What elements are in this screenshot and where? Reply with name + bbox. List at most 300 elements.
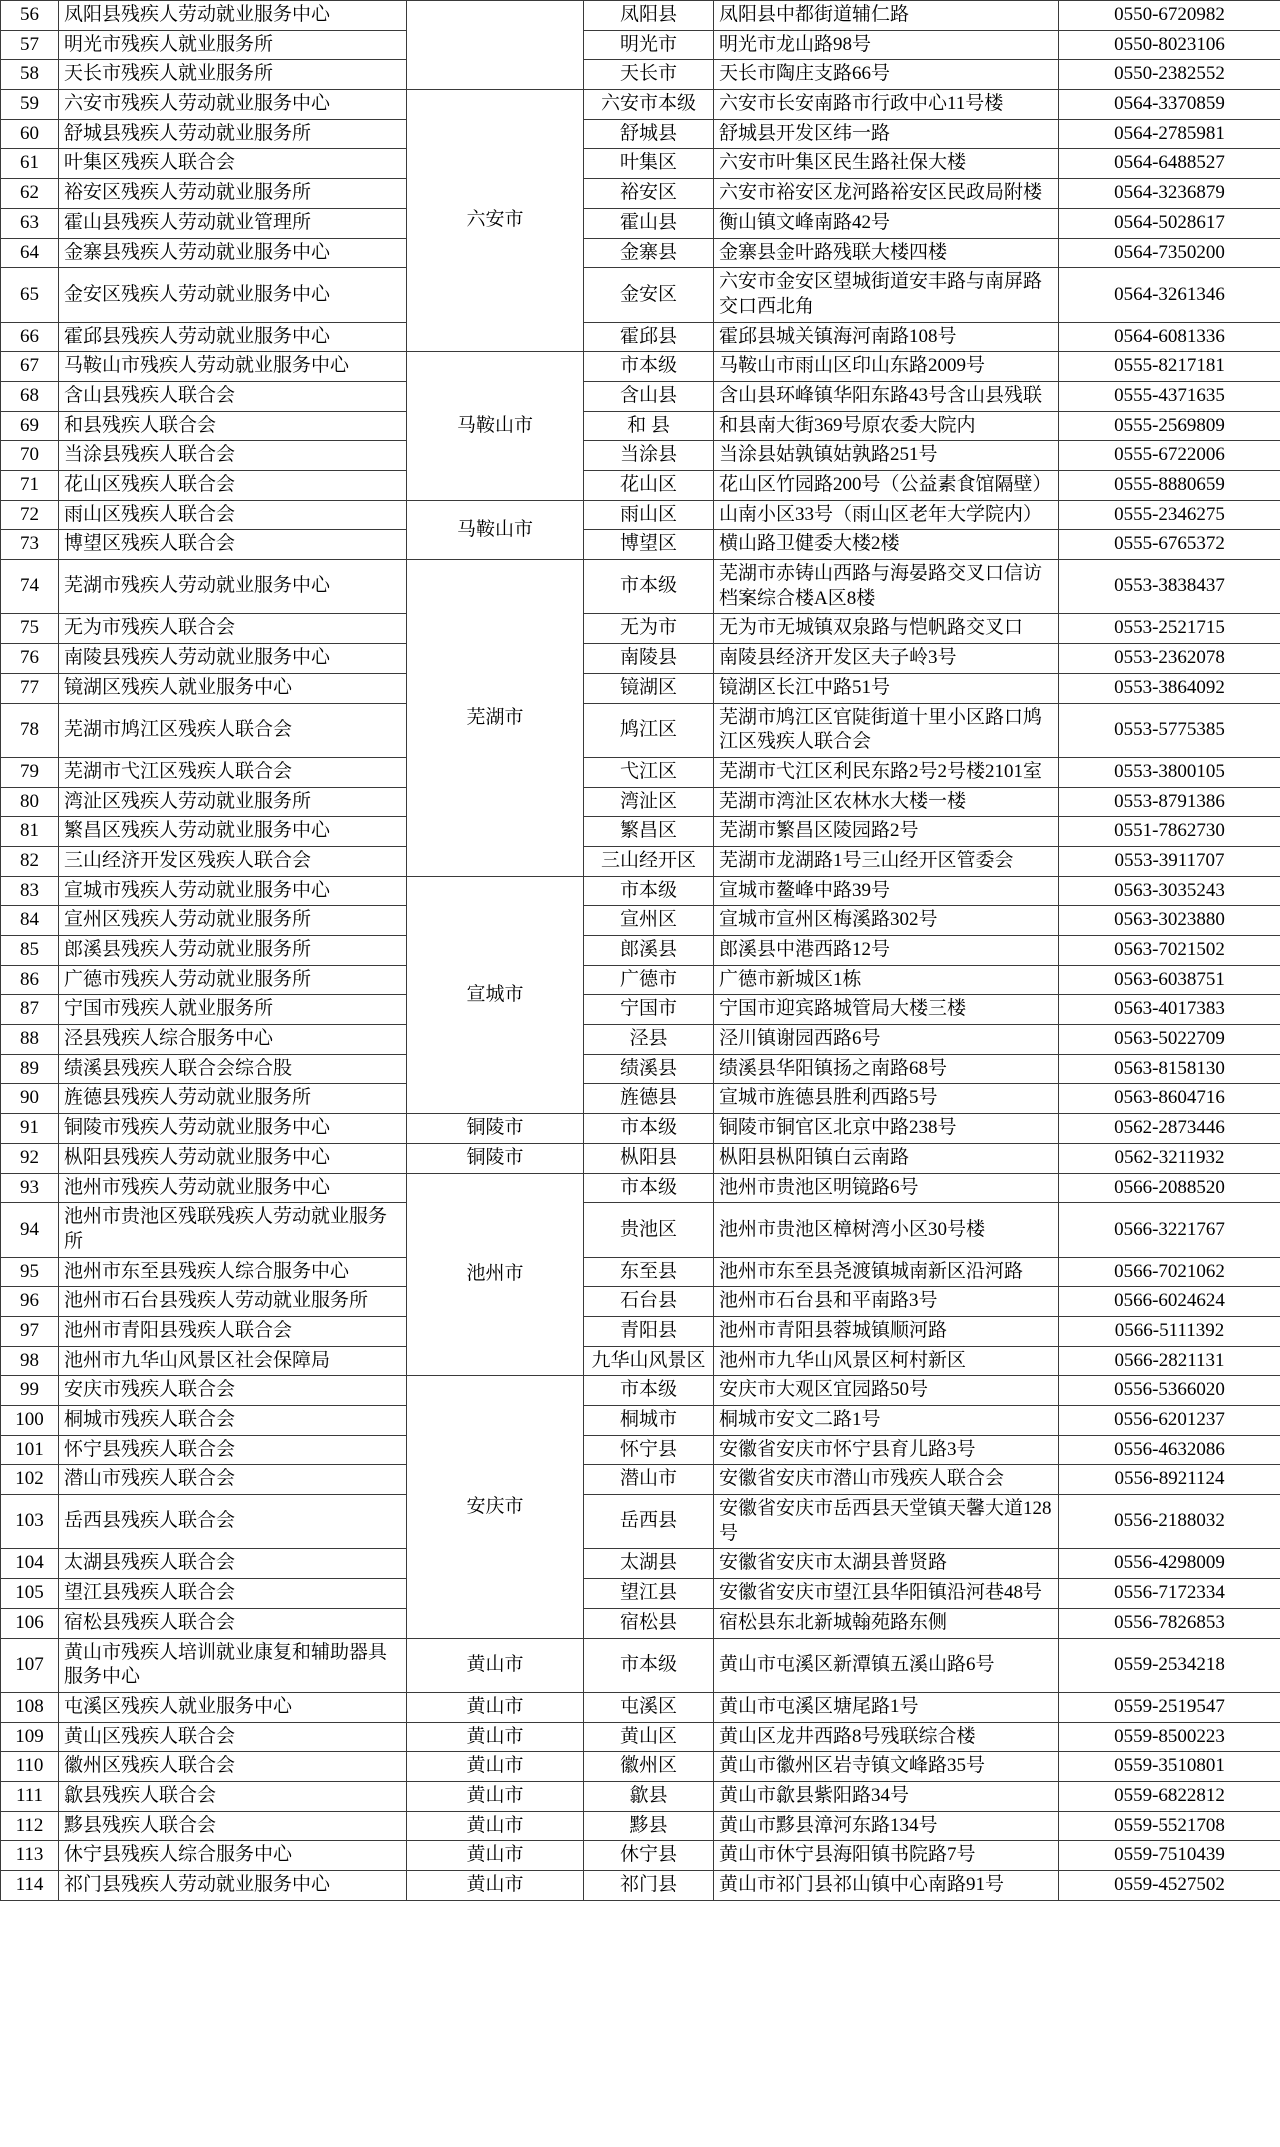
district-cell: 郎溪县 (584, 936, 714, 966)
organization-name-cell: 芜湖市弋江区残疾人联合会 (59, 757, 407, 787)
table-row (1, 1781, 1280, 1811)
address-cell: 含山县环峰镇华阳东路43号含山县残联 (714, 381, 1059, 411)
address-cell: 宿松县东北新城翰苑路东侧 (714, 1608, 1059, 1638)
row-index-cell: 66 (1, 322, 59, 352)
district-cell: 和 县 (584, 411, 714, 441)
address-cell: 泾川镇谢园西路6号 (714, 1025, 1059, 1055)
row-index-cell: 113 (1, 1841, 59, 1871)
address-cell: 六安市裕安区龙河路裕安区民政局附楼 (714, 179, 1059, 209)
table-row (1, 1376, 1280, 1406)
organization-name-cell: 休宁县残疾人综合服务中心 (59, 1841, 407, 1871)
table-row (1, 90, 1280, 120)
table-row (1, 757, 1280, 787)
district-cell: 鸠江区 (584, 703, 714, 757)
table-row (1, 1114, 1280, 1144)
organization-name-cell: 安庆市残疾人联合会 (59, 1376, 407, 1406)
address-cell: 枞阳县枞阳镇白云南路 (714, 1143, 1059, 1173)
address-cell: 郎溪县中港西路12号 (714, 936, 1059, 966)
table-row (1, 846, 1280, 876)
table-row (1, 1025, 1280, 1055)
table-row (1, 1257, 1280, 1287)
row-index-cell: 108 (1, 1692, 59, 1722)
organization-name-cell: 金寨县残疾人劳动就业服务中心 (59, 238, 407, 268)
district-cell: 市本级 (584, 352, 714, 382)
organization-name-cell: 宣州区残疾人劳动就业服务所 (59, 906, 407, 936)
organization-name-cell: 池州市残疾人劳动就业服务中心 (59, 1173, 407, 1203)
telephone-cell: 0563-3035243 (1059, 876, 1280, 906)
district-cell: 宿松县 (584, 1608, 714, 1638)
organization-name-cell: 黟县残疾人联合会 (59, 1811, 407, 1841)
district-cell: 东至县 (584, 1257, 714, 1287)
address-cell: 黄山市祁门县祁山镇中心南路91号 (714, 1871, 1059, 1901)
row-index-cell: 74 (1, 560, 59, 614)
telephone-cell: 0555-8880659 (1059, 471, 1280, 501)
row-index-cell: 91 (1, 1114, 59, 1144)
district-cell: 霍山县 (584, 208, 714, 238)
organization-name-cell: 枞阳县残疾人劳动就业服务中心 (59, 1143, 407, 1173)
organization-name-cell: 徽州区残疾人联合会 (59, 1752, 407, 1782)
telephone-cell: 0559-2519547 (1059, 1692, 1280, 1722)
city-cell: 马鞍山市 (407, 500, 584, 559)
district-cell: 天长市 (584, 60, 714, 90)
address-cell: 芜湖市鸠江区官陡街道十里小区路口鸠江区残疾人联合会 (714, 703, 1059, 757)
address-cell: 当涂县姑孰镇姑孰路251号 (714, 441, 1059, 471)
address-cell: 霍邱县城关镇海河南路108号 (714, 322, 1059, 352)
telephone-cell: 0551-7862730 (1059, 817, 1280, 847)
address-cell: 黄山市歙县紫阳路34号 (714, 1781, 1059, 1811)
address-cell: 宣城市鳌峰中路39号 (714, 876, 1059, 906)
telephone-cell: 0556-4298009 (1059, 1549, 1280, 1579)
table-row (1, 500, 1280, 530)
organization-name-cell: 岳西县残疾人联合会 (59, 1495, 407, 1549)
address-cell: 山南小区33号（雨山区老年大学院内） (714, 500, 1059, 530)
organization-name-cell: 郎溪县残疾人劳动就业服务所 (59, 936, 407, 966)
telephone-cell: 0555-2346275 (1059, 500, 1280, 530)
district-cell: 弋江区 (584, 757, 714, 787)
row-index-cell: 96 (1, 1287, 59, 1317)
district-cell: 花山区 (584, 471, 714, 501)
district-cell: 六安市本级 (584, 90, 714, 120)
district-cell: 宁国市 (584, 995, 714, 1025)
telephone-cell: 0563-8158130 (1059, 1054, 1280, 1084)
table-row (1, 965, 1280, 995)
district-cell: 博望区 (584, 530, 714, 560)
telephone-cell: 0553-3911707 (1059, 846, 1280, 876)
table-row (1, 1084, 1280, 1114)
address-cell: 安庆市大观区宜园路50号 (714, 1376, 1059, 1406)
address-cell: 芜湖市龙湖路1号三山经开区管委会 (714, 846, 1059, 876)
organization-name-cell: 无为市残疾人联合会 (59, 614, 407, 644)
district-cell: 繁昌区 (584, 817, 714, 847)
row-index-cell: 61 (1, 149, 59, 179)
address-cell: 芜湖市赤铸山西路与海晏路交叉口信访档案综合楼A区8楼 (714, 560, 1059, 614)
row-index-cell: 67 (1, 352, 59, 382)
row-index-cell: 56 (1, 1, 59, 31)
organization-name-cell: 繁昌区残疾人劳动就业服务中心 (59, 817, 407, 847)
telephone-cell: 0566-3221767 (1059, 1203, 1280, 1257)
telephone-cell: 0564-3370859 (1059, 90, 1280, 120)
city-cell: 宣城市 (407, 876, 584, 1114)
address-cell: 黄山区龙井西路8号残联综合楼 (714, 1722, 1059, 1752)
organization-name-cell: 霍山县残疾人劳动就业管理所 (59, 208, 407, 238)
telephone-cell: 0553-3864092 (1059, 673, 1280, 703)
telephone-cell: 0563-3023880 (1059, 906, 1280, 936)
district-cell: 桐城市 (584, 1406, 714, 1436)
telephone-cell: 0566-2088520 (1059, 1173, 1280, 1203)
district-cell: 九华山风景区 (584, 1346, 714, 1376)
table-row (1, 1495, 1280, 1549)
telephone-cell: 0555-2569809 (1059, 411, 1280, 441)
organization-name-cell: 霍邱县残疾人劳动就业服务中心 (59, 322, 407, 352)
address-cell: 六安市叶集区民生路社保大楼 (714, 149, 1059, 179)
telephone-cell: 0559-2534218 (1059, 1638, 1280, 1692)
district-cell: 当涂县 (584, 441, 714, 471)
organization-name-cell: 黄山区残疾人联合会 (59, 1722, 407, 1752)
row-index-cell: 70 (1, 441, 59, 471)
telephone-cell: 0559-8500223 (1059, 1722, 1280, 1752)
telephone-cell: 0556-7172334 (1059, 1579, 1280, 1609)
table-row (1, 268, 1280, 322)
row-index-cell: 82 (1, 846, 59, 876)
address-cell: 花山区竹园路200号（公益素食馆隔壁） (714, 471, 1059, 501)
organization-name-cell: 含山县残疾人联合会 (59, 381, 407, 411)
table-row (1, 1608, 1280, 1638)
table-row (1, 614, 1280, 644)
table-row (1, 30, 1280, 60)
telephone-cell: 0555-4371635 (1059, 381, 1280, 411)
district-cell: 裕安区 (584, 179, 714, 209)
row-index-cell: 79 (1, 757, 59, 787)
district-cell: 市本级 (584, 1376, 714, 1406)
district-cell: 含山县 (584, 381, 714, 411)
address-cell: 金寨县金叶路残联大楼四楼 (714, 238, 1059, 268)
city-cell: 安庆市 (407, 1376, 584, 1638)
telephone-cell: 0550-2382552 (1059, 60, 1280, 90)
district-cell: 黟县 (584, 1811, 714, 1841)
telephone-cell: 0550-6720982 (1059, 1, 1280, 31)
table-row (1, 1143, 1280, 1173)
district-cell: 青阳县 (584, 1316, 714, 1346)
district-cell: 凤阳县 (584, 1, 714, 31)
row-index-cell: 75 (1, 614, 59, 644)
telephone-cell: 0566-2821131 (1059, 1346, 1280, 1376)
city-cell: 马鞍山市 (407, 352, 584, 500)
address-cell: 和县南大街369号原农委大院内 (714, 411, 1059, 441)
table-row (1, 179, 1280, 209)
table-row (1, 787, 1280, 817)
address-cell: 衡山镇文峰南路42号 (714, 208, 1059, 238)
address-cell: 黄山市休宁县海阳镇书院路7号 (714, 1841, 1059, 1871)
row-index-cell: 78 (1, 703, 59, 757)
address-cell: 凤阳县中都街道辅仁路 (714, 1, 1059, 31)
table-row (1, 60, 1280, 90)
district-cell: 潜山市 (584, 1465, 714, 1495)
district-cell: 无为市 (584, 614, 714, 644)
district-cell: 雨山区 (584, 500, 714, 530)
table-row (1, 381, 1280, 411)
row-index-cell: 102 (1, 1465, 59, 1495)
row-index-cell: 101 (1, 1435, 59, 1465)
district-cell: 岳西县 (584, 1495, 714, 1549)
table-row (1, 1841, 1280, 1871)
row-index-cell: 104 (1, 1549, 59, 1579)
table-row (1, 1316, 1280, 1346)
row-index-cell: 100 (1, 1406, 59, 1436)
organization-name-cell: 南陵县残疾人劳动就业服务中心 (59, 644, 407, 674)
organization-name-cell: 叶集区残疾人联合会 (59, 149, 407, 179)
organization-name-cell: 太湖县残疾人联合会 (59, 1549, 407, 1579)
organization-name-cell: 凤阳县残疾人劳动就业服务中心 (59, 1, 407, 31)
row-index-cell: 106 (1, 1608, 59, 1638)
row-index-cell: 97 (1, 1316, 59, 1346)
organization-name-cell: 铜陵市残疾人劳动就业服务中心 (59, 1114, 407, 1144)
telephone-cell: 0553-2521715 (1059, 614, 1280, 644)
address-cell: 池州市九华山风景区柯村新区 (714, 1346, 1059, 1376)
district-cell: 市本级 (584, 876, 714, 906)
city-cell: 池州市 (407, 1173, 584, 1376)
organization-name-cell: 三山经济开发区残疾人联合会 (59, 846, 407, 876)
row-index-cell: 107 (1, 1638, 59, 1692)
address-cell: 明光市龙山路98号 (714, 30, 1059, 60)
organization-name-cell: 池州市贵池区残联残疾人劳动就业服务所 (59, 1203, 407, 1257)
table-row (1, 1638, 1280, 1692)
table-row (1, 906, 1280, 936)
table-row (1, 817, 1280, 847)
address-cell: 安徽省安庆市太湖县普贤路 (714, 1549, 1059, 1579)
district-cell: 贵池区 (584, 1203, 714, 1257)
telephone-cell: 0555-6722006 (1059, 441, 1280, 471)
address-cell: 安徽省安庆市怀宁县育儿路3号 (714, 1435, 1059, 1465)
telephone-cell: 0563-8604716 (1059, 1084, 1280, 1114)
telephone-cell: 0556-2188032 (1059, 1495, 1280, 1549)
district-cell: 太湖县 (584, 1549, 714, 1579)
telephone-cell: 0559-3510801 (1059, 1752, 1280, 1782)
organization-name-cell: 桐城市残疾人联合会 (59, 1406, 407, 1436)
table-row (1, 1203, 1280, 1257)
table-row (1, 1287, 1280, 1317)
row-index-cell: 93 (1, 1173, 59, 1203)
telephone-cell: 0563-6038751 (1059, 965, 1280, 995)
row-index-cell: 72 (1, 500, 59, 530)
table-row (1, 703, 1280, 757)
table-row (1, 411, 1280, 441)
telephone-cell: 0555-6765372 (1059, 530, 1280, 560)
row-index-cell: 57 (1, 30, 59, 60)
telephone-cell: 0550-8023106 (1059, 30, 1280, 60)
organization-name-cell: 池州市九华山风景区社会保障局 (59, 1346, 407, 1376)
district-cell: 湾沚区 (584, 787, 714, 817)
row-index-cell: 111 (1, 1781, 59, 1811)
district-cell: 石台县 (584, 1287, 714, 1317)
address-cell: 宁国市迎宾路城管局大楼三楼 (714, 995, 1059, 1025)
telephone-cell: 0564-3236879 (1059, 179, 1280, 209)
organization-name-cell: 旌德县残疾人劳动就业服务所 (59, 1084, 407, 1114)
city-cell: 芜湖市 (407, 560, 584, 877)
telephone-cell: 0555-8217181 (1059, 352, 1280, 382)
district-cell: 市本级 (584, 560, 714, 614)
district-cell: 金寨县 (584, 238, 714, 268)
address-cell: 池州市石台县和平南路3号 (714, 1287, 1059, 1317)
table-row (1, 1871, 1280, 1901)
row-index-cell: 84 (1, 906, 59, 936)
table-row (1, 1692, 1280, 1722)
telephone-cell: 0556-4632086 (1059, 1435, 1280, 1465)
row-index-cell: 89 (1, 1054, 59, 1084)
district-cell: 黄山区 (584, 1722, 714, 1752)
row-index-cell: 60 (1, 119, 59, 149)
city-cell: 黄山市 (407, 1781, 584, 1811)
district-cell: 徽州区 (584, 1752, 714, 1782)
city-cell (407, 1, 584, 90)
row-index-cell: 81 (1, 817, 59, 847)
table-row (1, 1, 1280, 31)
telephone-cell: 0566-5111392 (1059, 1316, 1280, 1346)
telephone-cell: 0564-3261346 (1059, 268, 1280, 322)
table-row (1, 1346, 1280, 1376)
address-cell: 安徽省安庆市潜山市残疾人联合会 (714, 1465, 1059, 1495)
telephone-cell: 0553-8791386 (1059, 787, 1280, 817)
organization-name-cell: 镜湖区残疾人就业服务中心 (59, 673, 407, 703)
row-index-cell: 63 (1, 208, 59, 238)
address-cell: 芜湖市弋江区利民东路2号2号楼2101室 (714, 757, 1059, 787)
address-cell: 黄山市徽州区岩寺镇文峰路35号 (714, 1752, 1059, 1782)
address-cell: 广德市新城区1栋 (714, 965, 1059, 995)
city-cell: 铜陵市 (407, 1143, 584, 1173)
row-index-cell: 87 (1, 995, 59, 1025)
address-cell: 芜湖市湾沚区农林水大楼一楼 (714, 787, 1059, 817)
telephone-cell: 0566-7021062 (1059, 1257, 1280, 1287)
telephone-cell: 0563-5022709 (1059, 1025, 1280, 1055)
organization-name-cell: 怀宁县残疾人联合会 (59, 1435, 407, 1465)
telephone-cell: 0556-5366020 (1059, 1376, 1280, 1406)
district-cell: 南陵县 (584, 644, 714, 674)
row-index-cell: 114 (1, 1871, 59, 1901)
organization-name-cell: 宁国市残疾人就业服务所 (59, 995, 407, 1025)
table-row (1, 441, 1280, 471)
organization-name-cell: 歙县残疾人联合会 (59, 1781, 407, 1811)
organization-name-cell: 屯溪区残疾人就业服务中心 (59, 1692, 407, 1722)
district-cell: 怀宁县 (584, 1435, 714, 1465)
address-cell: 安徽省安庆市望江县华阳镇沿河巷48号 (714, 1579, 1059, 1609)
row-index-cell: 92 (1, 1143, 59, 1173)
organization-name-cell: 池州市东至县残疾人综合服务中心 (59, 1257, 407, 1287)
row-index-cell: 94 (1, 1203, 59, 1257)
address-cell: 黄山市屯溪区塘尾路1号 (714, 1692, 1059, 1722)
district-cell: 舒城县 (584, 119, 714, 149)
organization-name-cell: 泾县残疾人综合服务中心 (59, 1025, 407, 1055)
row-index-cell: 95 (1, 1257, 59, 1287)
organization-name-cell: 和县残疾人联合会 (59, 411, 407, 441)
address-cell: 舒城县开发区纬一路 (714, 119, 1059, 149)
row-index-cell: 103 (1, 1495, 59, 1549)
table-row (1, 673, 1280, 703)
organization-name-cell: 池州市石台县残疾人劳动就业服务所 (59, 1287, 407, 1317)
district-cell: 市本级 (584, 1638, 714, 1692)
organization-name-cell: 裕安区残疾人劳动就业服务所 (59, 179, 407, 209)
organization-name-cell: 望江县残疾人联合会 (59, 1579, 407, 1609)
organization-name-cell: 宿松县残疾人联合会 (59, 1608, 407, 1638)
table-row (1, 995, 1280, 1025)
table-row (1, 560, 1280, 614)
district-cell: 市本级 (584, 1173, 714, 1203)
telephone-cell: 0566-6024624 (1059, 1287, 1280, 1317)
address-cell: 黄山市屯溪区新潭镇五溪山路6号 (714, 1638, 1059, 1692)
organization-name-cell: 马鞍山市残疾人劳动就业服务中心 (59, 352, 407, 382)
table-row (1, 322, 1280, 352)
table-row (1, 1465, 1280, 1495)
row-index-cell: 88 (1, 1025, 59, 1055)
address-cell: 马鞍山市雨山区印山东路2009号 (714, 352, 1059, 382)
city-cell: 黄山市 (407, 1841, 584, 1871)
telephone-cell: 0562-3211932 (1059, 1143, 1280, 1173)
address-cell: 宣城市宣州区梅溪路302号 (714, 906, 1059, 936)
address-cell: 安徽省安庆市岳西县天堂镇天馨大道128号 (714, 1495, 1059, 1549)
city-cell: 黄山市 (407, 1638, 584, 1692)
table-row (1, 1811, 1280, 1841)
table-row (1, 1435, 1280, 1465)
table-row (1, 119, 1280, 149)
row-index-cell: 83 (1, 876, 59, 906)
row-index-cell: 86 (1, 965, 59, 995)
table-row (1, 1722, 1280, 1752)
organization-name-cell: 宣城市残疾人劳动就业服务中心 (59, 876, 407, 906)
address-cell: 六安市金安区望城街道安丰路与南屏路交口西北角 (714, 268, 1059, 322)
row-index-cell: 80 (1, 787, 59, 817)
table-row (1, 876, 1280, 906)
city-cell: 黄山市 (407, 1811, 584, 1841)
city-cell: 黄山市 (407, 1871, 584, 1901)
telephone-cell: 0559-5521708 (1059, 1811, 1280, 1841)
table-row (1, 1579, 1280, 1609)
table-row (1, 1549, 1280, 1579)
district-cell: 枞阳县 (584, 1143, 714, 1173)
table-row (1, 1054, 1280, 1084)
address-cell: 南陵县经济开发区夫子岭3号 (714, 644, 1059, 674)
telephone-cell: 0564-7350200 (1059, 238, 1280, 268)
table-row (1, 936, 1280, 966)
organization-name-cell: 花山区残疾人联合会 (59, 471, 407, 501)
district-cell: 绩溪县 (584, 1054, 714, 1084)
district-cell: 望江县 (584, 1579, 714, 1609)
telephone-cell: 0559-4527502 (1059, 1871, 1280, 1901)
district-cell: 歙县 (584, 1781, 714, 1811)
address-cell: 铜陵市铜官区北京中路238号 (714, 1114, 1059, 1144)
organization-name-cell: 舒城县残疾人劳动就业服务所 (59, 119, 407, 149)
address-cell: 天长市陶庄支路66号 (714, 60, 1059, 90)
district-cell: 叶集区 (584, 149, 714, 179)
address-cell: 池州市贵池区樟树湾小区30号楼 (714, 1203, 1059, 1257)
table-row (1, 238, 1280, 268)
address-cell: 宣城市旌德县胜利西路5号 (714, 1084, 1059, 1114)
organization-name-cell: 博望区残疾人联合会 (59, 530, 407, 560)
district-cell: 屯溪区 (584, 1692, 714, 1722)
telephone-cell: 0553-3838437 (1059, 560, 1280, 614)
table-row (1, 471, 1280, 501)
city-cell: 黄山市 (407, 1752, 584, 1782)
telephone-cell: 0564-2785981 (1059, 119, 1280, 149)
row-index-cell: 65 (1, 268, 59, 322)
table-row (1, 208, 1280, 238)
row-index-cell: 90 (1, 1084, 59, 1114)
address-cell: 黄山市黟县漳河东路134号 (714, 1811, 1059, 1841)
district-cell: 旌德县 (584, 1084, 714, 1114)
telephone-cell: 0553-3800105 (1059, 757, 1280, 787)
telephone-cell: 0556-6201237 (1059, 1406, 1280, 1436)
organization-name-cell: 黄山市残疾人培训就业康复和辅助器具服务中心 (59, 1638, 407, 1692)
organization-name-cell: 明光市残疾人就业服务所 (59, 30, 407, 60)
telephone-cell: 0564-6081336 (1059, 322, 1280, 352)
organization-name-cell: 六安市残疾人劳动就业服务中心 (59, 90, 407, 120)
